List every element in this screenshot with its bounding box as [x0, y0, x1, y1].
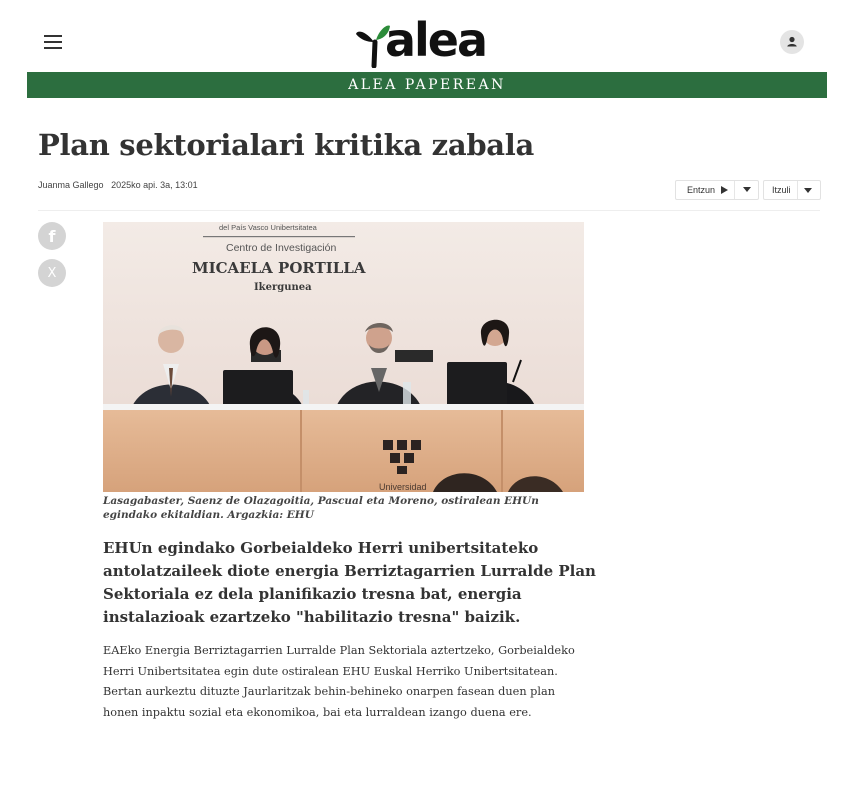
play-icon	[721, 186, 728, 194]
x-icon: X	[47, 265, 57, 281]
photo-illustration	[103, 222, 584, 492]
banner-line3-text: Ikergunea	[254, 282, 312, 293]
listen-button[interactable]	[675, 180, 759, 200]
article-body: EAEko Energia Berriztagarrien Lurralde Plan Sektoriala aztertzeko, Gorbeialdeko Herri Unibertsitatea egin dute ostiralean EHU Euskal Herriko Unibertsitatean. Bertan aurkeztu dituzte Jaurlaritzak behin-behineko onarpen fasean duen plan honen inpaktu sozial eta ekonomikoa, bai eta lurraldean izango duena ere.	[103, 644, 575, 719]
chevron-down-icon[interactable]	[743, 187, 751, 192]
top-bar	[0, 0, 860, 72]
article-title: Plan sektorialari kritika zabala	[38, 128, 535, 162]
share-facebook-button[interactable]	[38, 222, 66, 250]
publish-date: 2025ko api. 3a, 13:01	[111, 180, 198, 190]
translate-label: Itzuli	[772, 185, 791, 195]
banner-line2-text: MICAELA PORTILLA	[192, 259, 366, 277]
share-x-button[interactable]	[38, 259, 66, 287]
banner-line1-text: Centro de Investigación	[226, 242, 337, 254]
translate-separator	[797, 181, 798, 199]
article-lead: EHUn egindako Gorbeialdeko Herri unibertsitateko antolatzaileek diote energia Berriztagarrien Lurralde Plan Sektoriala ez dela planifikazio tresna bat, energia instalazioak ezartzeko "habilitazio tresna" baizik.	[103, 539, 596, 626]
podium-text: Universidad	[379, 482, 427, 492]
logo-text: alea	[385, 13, 487, 67]
alea-logo[interactable]	[355, 13, 495, 68]
article-meta	[38, 180, 203, 190]
meta-divider	[38, 210, 820, 211]
listen-label: Entzun	[687, 185, 716, 195]
banner-small-text: del País Vasco Unibertsitatea	[219, 223, 317, 232]
listen-separator	[734, 181, 735, 199]
user-icon	[780, 30, 804, 54]
chevron-down-icon[interactable]	[804, 188, 812, 193]
user-account-button[interactable]	[780, 30, 804, 54]
hamburger-icon[interactable]	[44, 35, 62, 49]
article-photo[interactable]	[103, 222, 584, 492]
alea-paperean-banner[interactable]	[27, 72, 827, 98]
banner-label: ALEA PAPEREAN	[348, 77, 506, 93]
photo-caption: Lasagabaster, Saenz de Olazagoitia, Pascual eta Moreno, ostiralean EHUn egindako ekitaldian. Argazkia: EHU	[103, 495, 539, 521]
author-name[interactable]: Juanma Gallego	[38, 180, 104, 190]
translate-button[interactable]	[763, 180, 821, 200]
facebook-icon: f	[48, 226, 56, 246]
